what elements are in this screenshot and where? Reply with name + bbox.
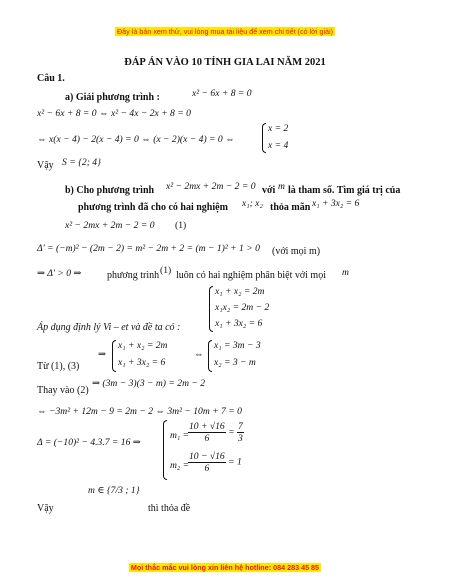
m2-lhs: m₂ = (170, 460, 190, 471)
part-a-label: a) Giải phương trình : (65, 92, 160, 103)
preview-notice-text: Đây là bản xem thử, vui lòng mua tài liệu để xem chi tiết (có lời giải) (116, 27, 334, 36)
from-text: Từ (1), (3) (37, 361, 80, 372)
part-a-equation: x² − 6x + 8 = 0 (192, 88, 252, 99)
quadratic-step: ⇔ −3m² + 12m − 9 = 2m − 2 ⇔ 3m² − 10m + 7 = 0 (37, 406, 242, 417)
vieta-eq-1: x₁ + x₂ = 2m (215, 286, 265, 297)
part-b-implies-ref: (1) (160, 265, 172, 276)
sys-left-eq-1: x₁ + x₂ = 2m (118, 340, 168, 351)
sys-left-eq-2: x₁ + 3x₂ = 6 (118, 357, 166, 368)
sys-right-brace (208, 340, 212, 372)
sys-left-brace (112, 340, 116, 372)
part-b-delta-suffix: (với mọi m) (272, 246, 321, 257)
part-b-param: m (278, 181, 285, 192)
m1-lhs: m₁ = (170, 430, 190, 441)
sys-right-eq-1: x₁ = 3m − 3 (214, 340, 261, 351)
part-a-solution-set: S = {2; 4} (62, 157, 101, 168)
part-b-implies-text1: phương trình (107, 270, 160, 281)
from-implies-arrow: ⇒ (98, 349, 107, 360)
m1-numerator: 10 + √16 (189, 421, 225, 432)
final-suffix: thì thỏa đề (148, 503, 191, 514)
substitute-text: Thay vào (2) (37, 385, 89, 396)
page-title: ĐÁP ÁN VÀO 10 TỈNH GIA LAI NĂM 2021 (124, 57, 326, 68)
m2-value: = 1 (228, 456, 242, 468)
m2-numerator: 10 − √16 (189, 451, 225, 462)
preview-notice (0, 27, 450, 36)
delta2: Δ = (−10)² − 4.3.7 = 16 ⇒ (37, 437, 141, 448)
m1-fraction: $\frac{10 + √16}{6}$ = $\frac{7}{3}$ (189, 421, 243, 444)
part-b-implies: ⇒ Δ' > 0 ⇒ (37, 268, 82, 279)
hotline-notice-text: Mọi thắc mắc vui lòng xin liên hệ hotline: 084 283 45 85 (130, 563, 320, 572)
substitute-eq: ⇒ (3m − 3)(3 − m) = 2m − 2 (92, 378, 206, 389)
vieta-brace (209, 286, 213, 332)
part-b-delta: Δ' = (−m)² − (2m − 2) = m² − 2m + 2 = (m − 1)² + 1 > 0 (37, 243, 260, 254)
part-b-label-prefix: b) Cho phương trình (65, 185, 155, 196)
part-b-line2-mid: thỏa mãn (270, 202, 311, 213)
part-b-condition: x₁ + 3x₂ = 6 (312, 198, 360, 209)
vieta-eq-3: x₁ + 3x₂ = 6 (215, 318, 263, 329)
m2-denominator: 6 (204, 463, 210, 474)
part-b-label-mid: với (262, 185, 276, 196)
part-a-step1: x² − 6x + 8 = 0 ⇔ x² − 4x − 2x + 8 = 0 (37, 108, 191, 119)
roots-m-brace (163, 420, 167, 480)
part-b-label-suffix: là tham số. Tìm giá trị của (288, 185, 401, 196)
part-a-conclusion-prefix: Vậy (37, 160, 54, 171)
part-b-roots: x₁; x₂ (242, 198, 263, 209)
part-b-eq-number: (1) (175, 220, 187, 231)
hotline-notice (0, 563, 450, 572)
part-a-step2: ⇔ x(x − 4) − 2(x − 4) = 0 ⇔ (x − 2)(x − 4) = 0 ⇔ (37, 134, 235, 145)
part-b-implies-m: m (342, 267, 349, 278)
sys-equiv-arrow: ⇔ (194, 349, 204, 360)
m1-value-denominator: 3 (238, 433, 243, 444)
part-b-equation: x² − 2mx + 2m − 2 = 0 (166, 181, 256, 192)
part-b-implies-text2: luôn có hai nghiệm phân biệt với mọi (176, 270, 326, 281)
vieta-eq-2: x₁x₂ = 2m − 2 (215, 302, 270, 313)
part-b-line2-prefix: phương trình đã cho có hai nghiệm (78, 202, 228, 213)
vieta-text: Áp dụng định lý Vi – et và đề ta có : (37, 322, 181, 333)
part-a-root2: x = 4 (268, 140, 289, 151)
part-a-root1: x = 2 (268, 123, 289, 134)
m2-fraction (188, 451, 242, 474)
part-a-roots-brace (262, 123, 266, 153)
sys-right-eq-2: x₂ = 3 − m (214, 357, 256, 368)
part-b-eq-numbered: x² − 2mx + 2m − 2 = 0 (65, 220, 155, 231)
final-prefix: Vậy (37, 503, 54, 514)
m1-denominator: 6 (204, 433, 210, 444)
m1-value-numerator: 7 (238, 421, 243, 432)
section-heading: Câu 1. (37, 73, 65, 84)
final-set: m ∈ {7/3 ; 1} (88, 485, 140, 496)
